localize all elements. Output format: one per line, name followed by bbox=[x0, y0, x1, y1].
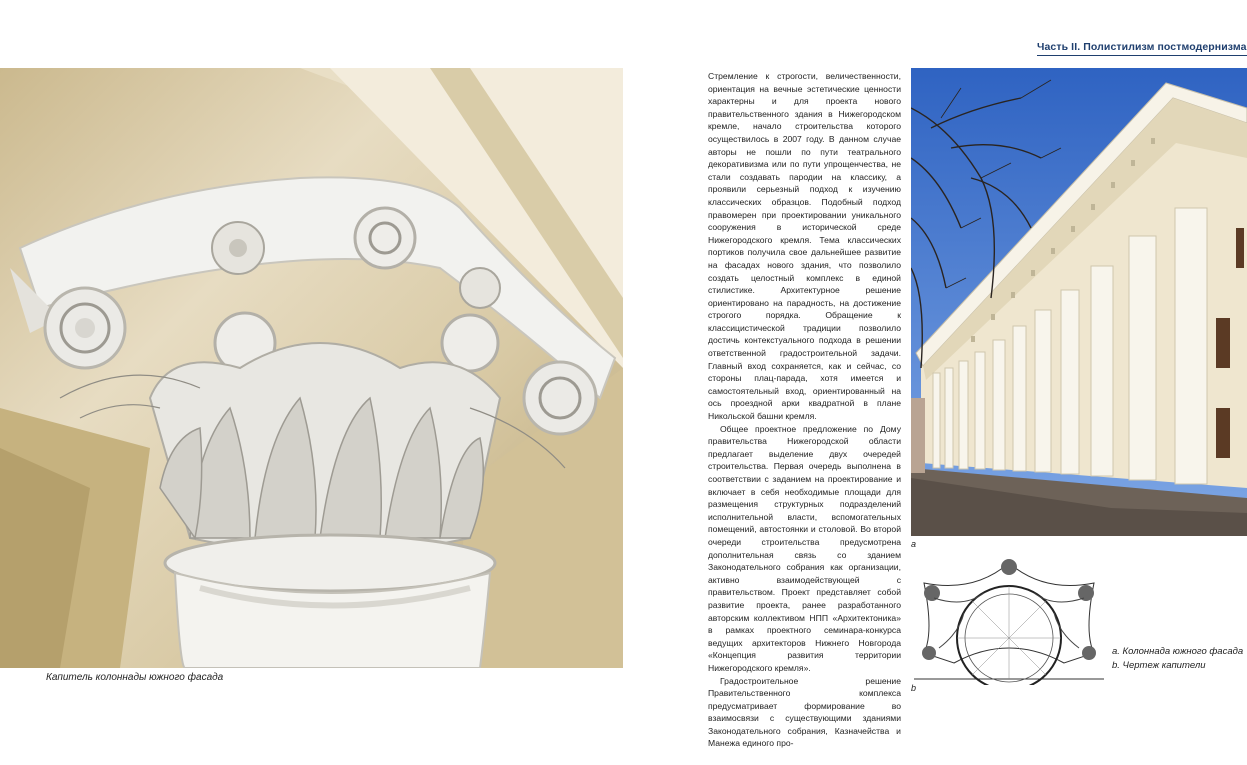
paragraph: Общее проектное предложение по Дому правительства Нижегородской области предлагает выделение двух очередей строительства. Первая очередь выполнена в соответствии с заданием на проектирование и включает в себя необходимые площади для размещения структурных подразделений исполнительной власти, вспомогательных помещений, автостоянки и столовой. Во второй очереди строительства предусмотрена дополнительная связь со зданием Законодательного собрания как организации, активно взаимодействующей с правительством. Проект представляет собой развитие проекта, ранее разработанного авторским коллективом НПП «Архитектоника» в рамках проектного семинара-конкурса ведущих архитекторов Нижнего Новгорода «Концепция развития территории Нижегородского кремля». bbox=[708, 423, 901, 673]
corinthian-capital-photo bbox=[0, 68, 623, 668]
figure-label-b: b bbox=[911, 683, 917, 693]
paragraph: Стремление к строгости, величественности, ориентация на вечные эстетические ценности характерны и для проекта нового правительственного здания в Нижегородском кремле, начало строительства которого осуществилось в 2007 году. В данном случае авторы не пошли по пути театрального декоративизма или по пути упрощенчества, не стали создавать пародии на классику, а проявили серьезный подход к изучению классических образцов. Подобный подход правомерен при проектировании уникального сооружения в исторической среде Нижегородского кремля. Тема классических портиков получила свое дальнейшее развитие на фасадах нового здания, что позволило создать целостный комплекс в единой стилистике. Архитектурное решение ориентировано на парадность, на достижение строгого порядка. Обращение к классицистической традиции позволило достичь контекстуального подхода в решении ответственной градостроительной задачи. Главный вход сохраняется, как и сейчас, со стороны плац-парада, хотя имеется и самостоятельный вход, ориентированный на ось проездной арки квадратной в плане Никольской башни кремля. bbox=[708, 71, 901, 422]
left-page bbox=[0, 0, 623, 765]
header-rule bbox=[1037, 55, 1247, 56]
running-header: Часть II. Полистилизм постмодернизма bbox=[1037, 41, 1247, 53]
capital-photo-caption: Капитель колоннады южного фасада bbox=[46, 672, 224, 683]
paragraph: Градостроительное решение Правительственного комплекса предусматривает формирование во взаимосвязи с существующими зданиями Законодательного собрания, Казначейства и Манежа единого про- bbox=[708, 675, 901, 749]
colonnade-illustration bbox=[911, 68, 1247, 536]
caption-a: a. Колоннада южного фасада bbox=[1112, 646, 1244, 657]
figure-captions bbox=[1112, 646, 1247, 674]
body-text-column bbox=[708, 70, 901, 750]
capital-illustration bbox=[0, 68, 623, 668]
caption-b: b. Чертеж капители bbox=[1112, 660, 1206, 671]
south-facade-colonnade-photo bbox=[911, 68, 1247, 536]
capital-plan-drawing bbox=[914, 553, 1104, 685]
capital-drawing bbox=[914, 553, 1104, 685]
figure-label-a: a bbox=[911, 539, 917, 549]
